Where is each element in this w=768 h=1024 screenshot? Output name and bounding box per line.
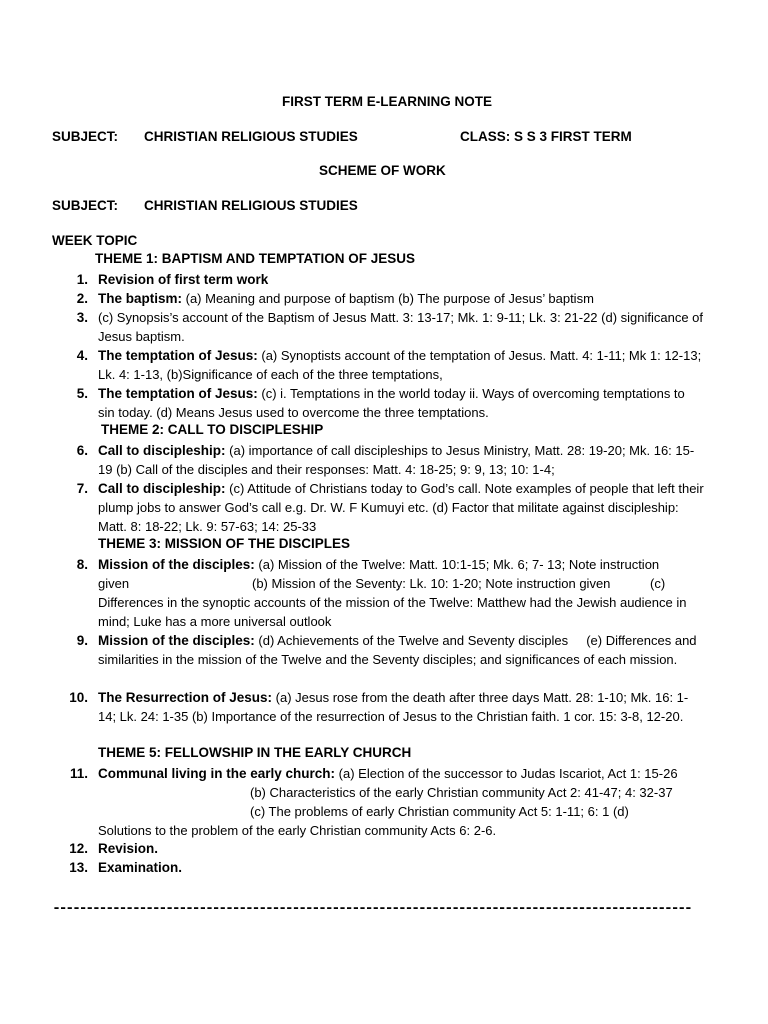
item-number: 5. — [76, 386, 88, 401]
item-text: (a) Meaning and purpose of baptism (b) The purpose of Jesus’ baptism — [182, 291, 594, 306]
item-text: (d) Achievements of the Twelve and Seventy disciples — [254, 633, 569, 648]
item-text: (b) Characteristics of the early Christian community Act 2: 41-47; 4: 32-37 — [250, 785, 673, 800]
theme-1-heading: THEME 1: BAPTISM AND TEMPTATION OF JESUS — [95, 251, 416, 266]
item-lead: Call to discipleship: — [98, 443, 226, 458]
list-item — [98, 270, 704, 289]
list-item — [98, 346, 704, 384]
item-text: (a) Jesus rose from the death after three days Matt. 28: 1-10; Mk. 16: 1-14; Lk. 24: 1-35 (b) Importance of the resurrection of Jesus to the Christian faith. 1 cor. 15: 3-8, 12-20. — [98, 690, 689, 724]
item-text: (c) The problems of early Christian community Act 5: 1-11; 6: 1 (d) — [250, 804, 629, 819]
theme-3-heading: THEME 3: MISSION OF THE DISCIPLES — [98, 536, 351, 551]
item-number: 13. — [69, 860, 88, 875]
list-item — [98, 688, 704, 726]
item-lead: Communal living in the early church: — [98, 766, 336, 781]
scheme-title: SCHEME OF WORK — [319, 163, 446, 178]
item-number: 1. — [76, 272, 88, 287]
subject-value: CHRISTIAN RELIGIOUS STUDIES — [144, 129, 358, 144]
item-lead: Revision. — [98, 841, 159, 856]
item-lead: Mission of the disciples: — [98, 633, 255, 648]
item-number: 10. — [69, 690, 88, 705]
item-text: (c) Synopsis’s account of the Baptism of Jesus Matt. 3: 13-17; Mk. 1: 9-11; Lk. 3: 21-22 (d) significance of Jesus baptism. — [98, 310, 704, 344]
list-item — [98, 441, 704, 479]
item-text: (c) — [650, 576, 666, 591]
list-item — [98, 858, 704, 877]
list-item — [98, 764, 704, 840]
item-text: given — [98, 576, 130, 591]
subject-value-2: CHRISTIAN RELIGIOUS STUDIES — [144, 198, 358, 213]
list-item — [98, 479, 704, 536]
item-text: (a) importance of call discipleships to Jesus Ministry, Matt. 28: 19-20; Mk. 16: 15-19 (b) Call of the disciples and their responses: Matt. 4: 18-25; 9: 9, 13; 10: 1-4; — [98, 443, 695, 477]
item-text: Differences in the synoptic accounts of the mission of the Twelve: Matthew had the Jewish audience in mind; Luke has a more universal outlook — [98, 595, 687, 629]
item-lead: Mission of the disciples: — [98, 557, 255, 572]
list-item — [98, 289, 704, 308]
divider-rule: ------------------------------------------------------------------------------------------------ — [52, 900, 691, 917]
item-lead: Revision of first term work — [98, 272, 269, 287]
item-number: 12. — [69, 841, 88, 856]
item-text: (a) Mission of the Twelve: Matt. 10:1-15; Mk. 6; 7- 13; Note instruction — [254, 557, 660, 572]
item-lead: The baptism: — [98, 291, 183, 306]
item-number: 7. — [76, 481, 88, 496]
list-item — [98, 555, 704, 631]
item-number: 2. — [76, 291, 88, 306]
list-item — [98, 384, 704, 422]
list-item — [98, 308, 704, 346]
list-item — [98, 631, 704, 669]
subject-label: SUBJECT: — [52, 129, 119, 144]
item-text: (c) Attitude of Christians today to God’s call. Note examples of people that left their plump jobs to answer God’s call e.g. Dr. W. F Kumuyi etc. (d) Factor that militate against discipleship: Matt. 8: 18-22; Lk. 9: 57-63; 14: 25-33 — [98, 481, 704, 534]
subject-label-2: SUBJECT: — [52, 198, 119, 213]
item-lead: The temptation of Jesus: — [98, 348, 258, 363]
item-text: (c) i. Temptations in the world today ii. Ways of overcoming temptations to sin today. (d) Means Jesus used to overcome the three temptations. — [98, 386, 685, 420]
class-label: CLASS: S S 3 FIRST TERM — [460, 129, 632, 144]
item-number: 3. — [76, 310, 88, 325]
item-text: (a) Election of the successor to Judas Iscariot, Act 1: 15-26 — [335, 766, 678, 781]
item-number: 8. — [76, 557, 88, 572]
theme-2-heading: THEME 2: CALL TO DISCIPLESHIP — [101, 422, 324, 437]
item-text: (a) Synoptists account of the temptation of Jesus. Matt. 4: 1-11; Mk 1: 12-13; Lk. 4: 1-13, (b)Significance of each of the three temptations, — [98, 348, 702, 382]
week-topic-heading: WEEK TOPIC — [52, 233, 138, 248]
item-lead: Examination. — [98, 860, 183, 875]
item-lead: The temptation of Jesus: — [98, 386, 258, 401]
item-text: (e) Differences and similarities in the mission of the Twelve and the Seventy disciples; and significances of each mission. — [98, 633, 697, 667]
item-number: 11. — [69, 766, 88, 781]
theme-5-heading: THEME 5: FELLOWSHIP IN THE EARLY CHURCH — [98, 745, 412, 760]
item-text: (b) Mission of the Seventy: Lk. 10: 1-20; Note instruction given — [252, 576, 611, 591]
item-number: 6. — [76, 443, 88, 458]
list-item — [98, 839, 704, 858]
item-lead: The Resurrection of Jesus: — [98, 690, 273, 705]
item-lead: Call to discipleship: — [98, 481, 226, 496]
item-number: 9. — [76, 633, 88, 648]
item-text: Solutions to the problem of the early Christian community Acts 6: 2-6. — [98, 823, 497, 838]
page-title: FIRST TERM E-LEARNING NOTE — [282, 94, 492, 109]
item-number: 4. — [76, 348, 88, 363]
